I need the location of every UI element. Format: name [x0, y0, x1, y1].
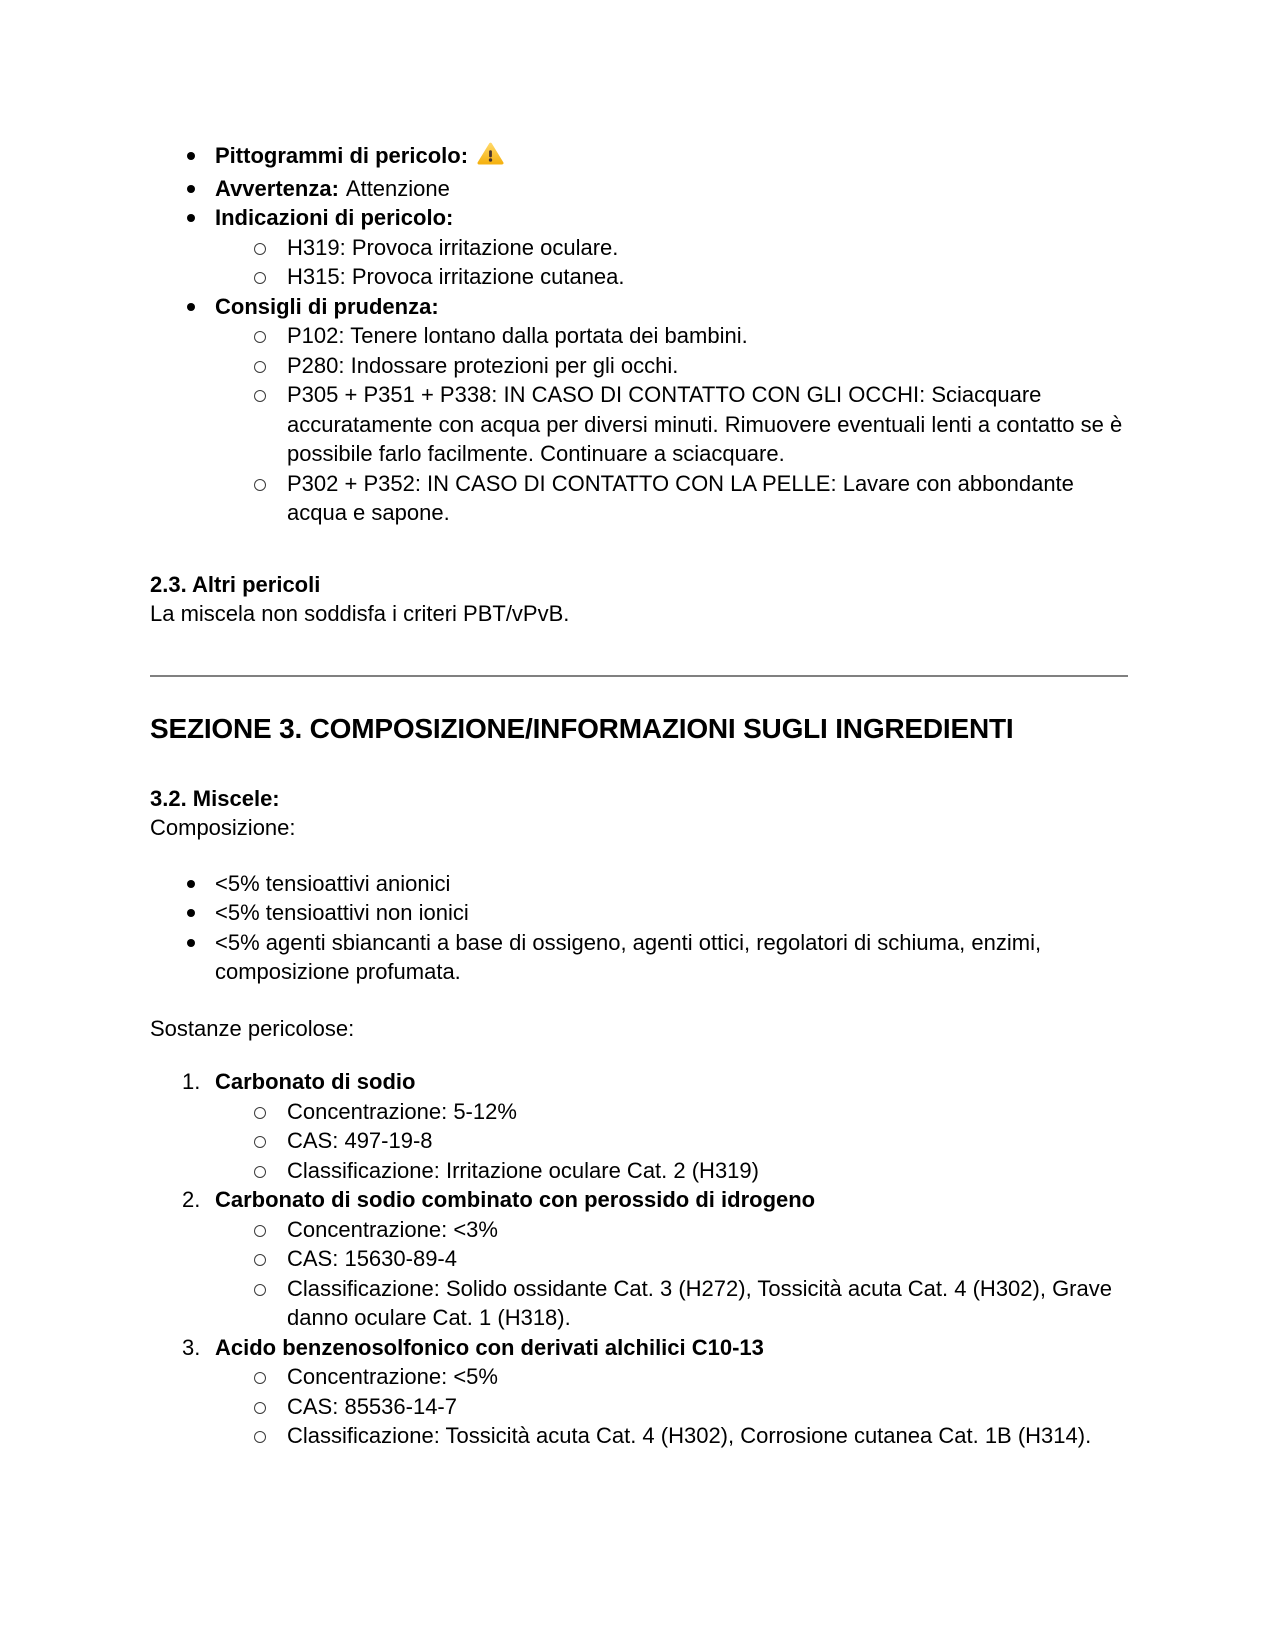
substance-detail: Classificazione: Solido ossidante Cat. 3 (H272), Tossicità acuta Cat. 4 (H302), Grave danno oculare Cat. 1 (H318).: [150, 1274, 1128, 1333]
pictograms-label: Pittogrammi di pericolo:: [215, 143, 469, 168]
substance-item: [150, 1067, 1128, 1097]
substance-detail: Classificazione: Irritazione oculare Cat. 2 (H319): [150, 1156, 1128, 1186]
hazard-statements-label: Indicazioni di pericolo:: [215, 205, 454, 230]
hazard-statement: H319: Provoca irritazione oculare.: [150, 233, 1128, 263]
signal-word-value: Attenzione: [345, 175, 450, 201]
signal-word-label: Avvertenza:: [215, 175, 339, 201]
substance-name: Acido benzenosolfonico con derivati alchilici C10-13: [215, 1334, 764, 1360]
hazard-pictograms-item: [150, 141, 1128, 174]
substance-number: 3.: [182, 1334, 201, 1360]
substance-detail: CAS: 497-19-8: [150, 1126, 1128, 1156]
substance-item: [150, 1185, 1128, 1215]
substance-detail: Concentrazione: 5-12%: [150, 1097, 1128, 1127]
substance-number: 2.: [182, 1187, 201, 1212]
composition-item: <5% tensioattivi anionici: [150, 869, 1128, 899]
other-hazards-body: La miscela non soddisfa i criteri PBT/vPvB.: [150, 601, 570, 626]
composition-item: <5% agenti sbiancanti a base di ossigeno, agenti ottici, regolatori di schiuma, enzimi, composizione profumata.: [150, 928, 1128, 987]
substance-name: Carbonato di sodio combinato con perossido di idrogeno: [215, 1187, 816, 1212]
precaution-statement: P305 + P351 + P338: IN CASO DI CONTATTO CON GLI OCCHI: Sciacquare accuratamente con acqua per diversi minuti. Rimuovere eventuali lenti a contatto se è possibile farlo facilmente. Continuare a sciacquare.: [150, 380, 1128, 469]
precaution-statement: P280: Indossare protezioni per gli occhi.: [150, 351, 1128, 381]
mixtures-title: 3.2. Miscele:: [150, 785, 280, 811]
hazardous-substances-label: Sostanze pericolose:: [150, 1015, 355, 1041]
composition-item: <5% tensioattivi non ionici: [150, 898, 1128, 928]
hazard-statements-item: [150, 203, 1128, 233]
other-hazards-title: 2.3. Altri pericoli: [150, 571, 321, 597]
section-divider: [150, 675, 1128, 677]
hazard-statement: H315: Provoca irritazione cutanea.: [150, 262, 1128, 292]
substance-detail: CAS: 15630-89-4: [150, 1244, 1128, 1274]
substance-detail: Concentrazione: <5%: [150, 1362, 1128, 1392]
substance-detail: Concentrazione: <3%: [150, 1215, 1128, 1245]
warning-triangle-icon: [477, 142, 504, 174]
signal-word-item: [150, 174, 1128, 204]
substance-detail: CAS: 85536-14-7: [150, 1392, 1128, 1422]
section3-title: SEZIONE 3. COMPOSIZIONE/INFORMAZIONI SUGLI INGREDIENTI: [150, 712, 1014, 744]
hazard-list: [150, 141, 1128, 528]
substance-item: [150, 1333, 1128, 1363]
composition-label: Composizione:: [150, 815, 296, 840]
hazardous-substances-list: [150, 1067, 1128, 1451]
precaution-statement: P102: Tenere lontano dalla portata dei bambini.: [150, 321, 1128, 351]
substance-number: 1.: [182, 1069, 201, 1094]
composition-list: [150, 869, 1128, 987]
precautions-item: [150, 292, 1128, 322]
substance-name: Carbonato di sodio: [215, 1069, 416, 1094]
precautions-label: Consigli di prudenza:: [215, 293, 439, 319]
precaution-statement: P302 + P352: IN CASO DI CONTATTO CON LA PELLE: Lavare con abbondante acqua e sapone.: [150, 469, 1128, 528]
substance-detail: Classificazione: Tossicità acuta Cat. 4 (H302), Corrosione cutanea Cat. 1B (H314).: [150, 1421, 1128, 1451]
